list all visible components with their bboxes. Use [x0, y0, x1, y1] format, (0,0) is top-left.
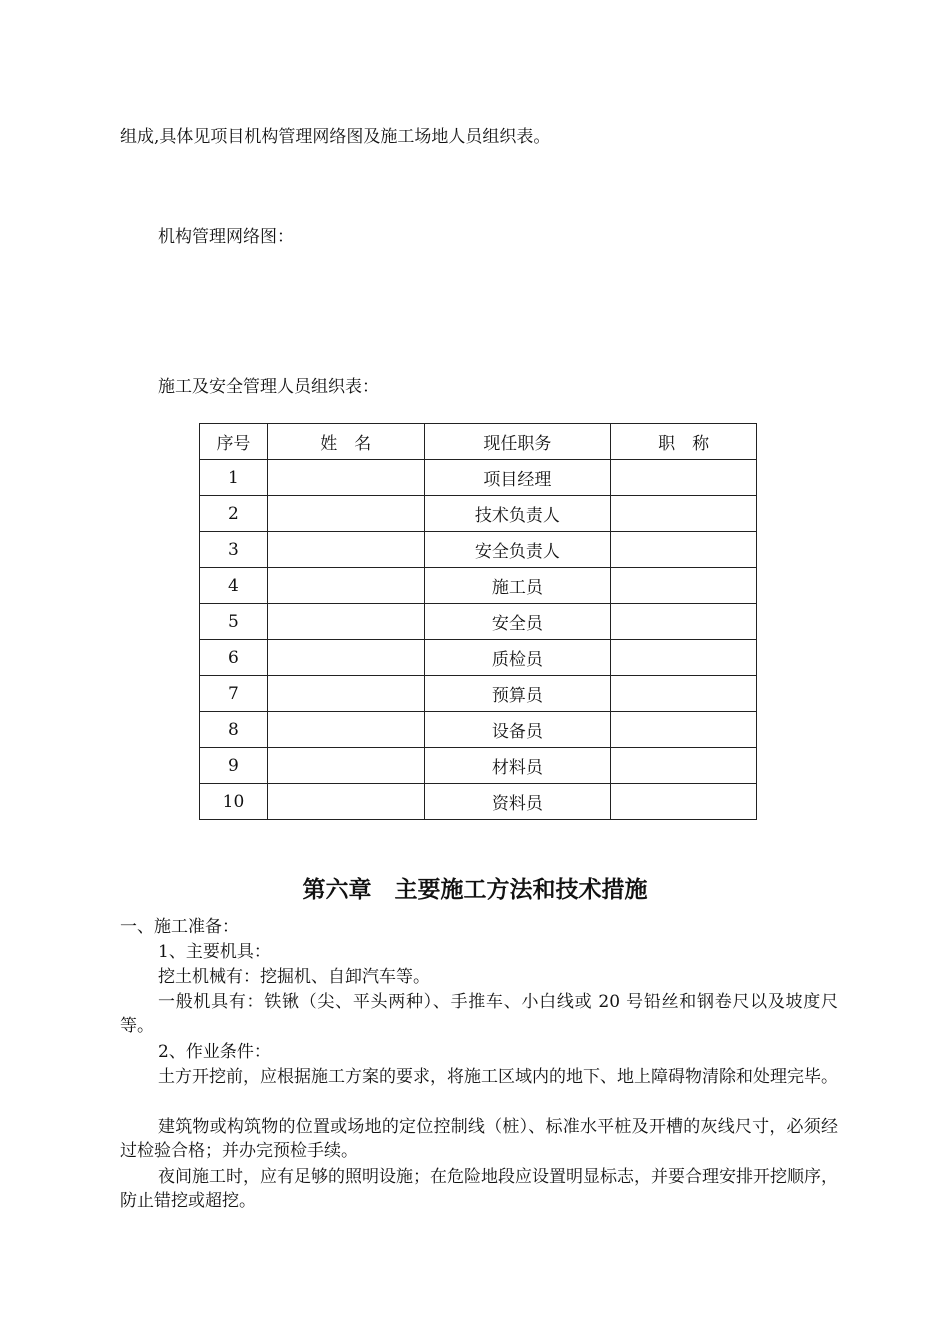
table-header-row	[200, 424, 757, 460]
cell-index: 9	[200, 748, 268, 784]
cell-name	[267, 460, 424, 496]
cell-position: 质检员	[424, 640, 611, 676]
cell-name	[267, 568, 424, 604]
subsection-heading-conditions: 2、作业条件：	[158, 1042, 271, 1062]
table-row	[200, 604, 757, 640]
table-row	[200, 496, 757, 532]
paragraph-obstacle-clearing: 土方开挖前，应根据施工方案的要求，将施工区域内的地下、地上障碍物清除和处理完毕。	[158, 1067, 838, 1087]
table-row	[200, 748, 757, 784]
cell-name	[267, 676, 424, 712]
table-row	[200, 640, 757, 676]
cell-index: 4	[200, 568, 268, 604]
network-diagram-label: 机构管理网络图：	[158, 227, 294, 247]
table-row	[200, 676, 757, 712]
table-row	[200, 712, 757, 748]
cell-title	[611, 712, 757, 748]
paragraph-positioning-check: 建筑物或构筑物的位置或场地的定位控制线（桩）、标准水平桩及开槽的灰线尺寸，必须经过检验合格；并办完预检手续。	[120, 1117, 838, 1161]
cell-index: 6	[200, 640, 268, 676]
cell-name	[267, 604, 424, 640]
table-row	[200, 460, 757, 496]
cell-index: 2	[200, 496, 268, 532]
cell-title	[611, 640, 757, 676]
header-index: 序号	[200, 424, 268, 460]
paragraph-general-tools: 一般机具有：铁锹（尖、平头两种）、手推车、小白线或 20 号铅丝和钢卷尺以及坡度尺等。	[120, 992, 838, 1036]
header-name: 姓 名	[267, 424, 424, 460]
cell-name	[267, 532, 424, 568]
subsection-heading-tools: 1、主要机具：	[158, 942, 271, 962]
cell-position: 安全负责人	[424, 532, 611, 568]
cell-name	[267, 496, 424, 532]
cell-index: 8	[200, 712, 268, 748]
cell-title	[611, 676, 757, 712]
cell-title	[611, 604, 757, 640]
cell-position: 技术负责人	[424, 496, 611, 532]
cell-index: 10	[200, 784, 268, 820]
table-row	[200, 532, 757, 568]
cell-name	[267, 712, 424, 748]
section-heading: 一、施工准备：	[120, 917, 239, 937]
table-row	[200, 784, 757, 820]
paragraph-night-work: 夜间施工时，应有足够的照明设施；在危险地段应设置明显标志，并要合理安排开挖顺序，防止错挖或超挖。	[120, 1167, 838, 1211]
chapter-title: 第六章 主要施工方法和技术措施	[302, 876, 648, 903]
cell-position: 项目经理	[424, 460, 611, 496]
cell-index: 1	[200, 460, 268, 496]
intro-line: 组成,具体见项目机构管理网络图及施工场地人员组织表。	[120, 127, 551, 147]
header-title: 职 称	[611, 424, 757, 460]
cell-title	[611, 784, 757, 820]
paragraph-excavation-machinery: 挖土机械有：挖掘机、自卸汽车等。	[158, 967, 430, 987]
cell-position: 材料员	[424, 748, 611, 784]
cell-title	[611, 568, 757, 604]
cell-title	[611, 532, 757, 568]
cell-title	[611, 748, 757, 784]
cell-position: 施工员	[424, 568, 611, 604]
cell-index: 3	[200, 532, 268, 568]
cell-position: 预算员	[424, 676, 611, 712]
cell-name	[267, 748, 424, 784]
table-row	[200, 568, 757, 604]
cell-title	[611, 460, 757, 496]
header-position: 现任职务	[424, 424, 611, 460]
cell-index: 7	[200, 676, 268, 712]
cell-title	[611, 496, 757, 532]
table-caption: 施工及安全管理人员组织表：	[158, 377, 379, 397]
cell-name	[267, 784, 424, 820]
cell-position: 设备员	[424, 712, 611, 748]
cell-index: 5	[200, 604, 268, 640]
cell-name	[267, 640, 424, 676]
cell-position: 安全员	[424, 604, 611, 640]
staff-table	[199, 423, 757, 820]
cell-position: 资料员	[424, 784, 611, 820]
